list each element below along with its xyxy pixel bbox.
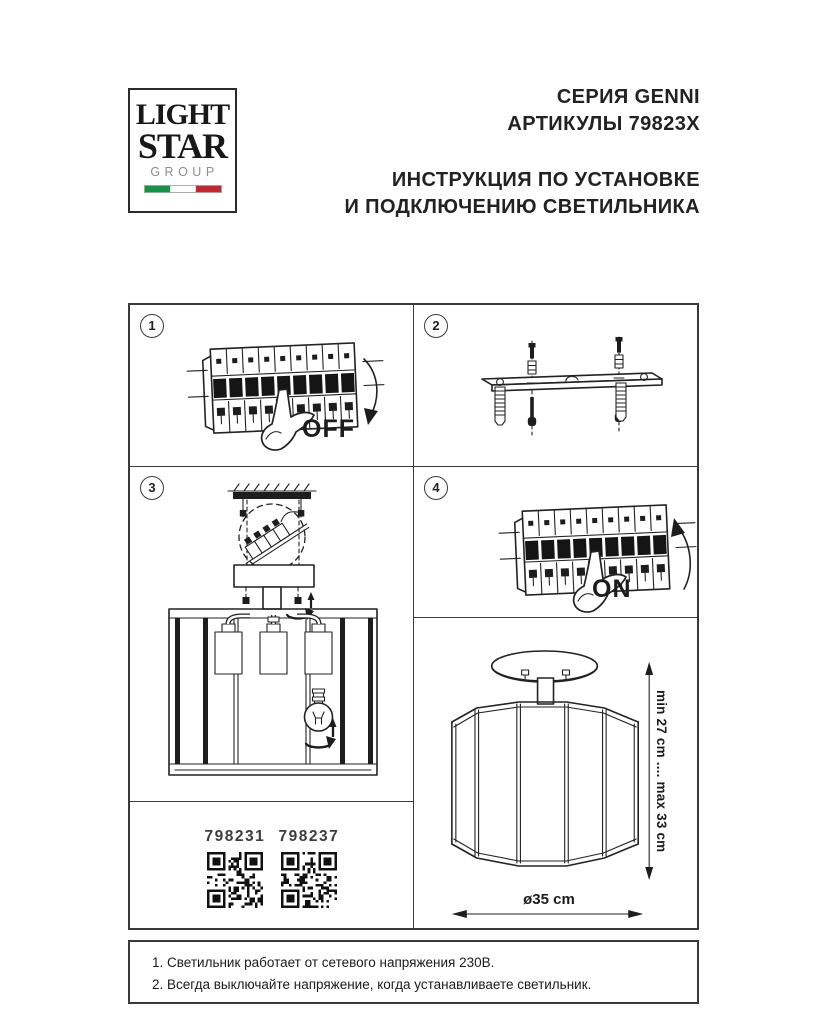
lightstar-logo xyxy=(128,88,237,213)
footer-note-2: 2. Всегда выключайте напряжение, когда устанавливаете светильник. xyxy=(152,976,592,992)
article-qr-panel xyxy=(130,802,414,928)
height-dimension-label: min 27 cm .... max 33 cm xyxy=(654,689,669,853)
article-number-left: 798231 xyxy=(204,828,266,845)
step-4-badge: 4 xyxy=(424,476,448,500)
step-1-badge: 1 xyxy=(140,314,164,338)
diameter-dimension-label: ø35 cm xyxy=(523,891,575,908)
step-2-panel xyxy=(414,305,697,467)
logo-word-group: GROUP xyxy=(150,165,219,179)
step-1-panel xyxy=(130,305,414,467)
logo-word-star: STAR xyxy=(137,126,228,166)
italian-flag-icon xyxy=(144,185,222,193)
article-left-column xyxy=(205,828,265,913)
instruction-title-line1: ИНСТРУКЦИЯ ПО УСТАНОВКЕ xyxy=(391,169,700,191)
article-number-right: 798237 xyxy=(278,828,340,845)
instruction-title-line2: И ПОДКЛЮЧЕНИЮ СВЕТИЛЬНИКА xyxy=(344,196,700,218)
off-label: OFF xyxy=(302,415,355,443)
step-4-panel xyxy=(414,467,697,618)
footer-note-1: 1. Светильник работает от сетевого напряжения 230В. xyxy=(152,955,495,970)
article-right-column xyxy=(279,828,339,913)
qr-code-right xyxy=(281,852,337,908)
logo-word-light: LIGHT xyxy=(135,98,230,131)
step-2-badge: 2 xyxy=(424,314,448,338)
assembly-drawing xyxy=(130,467,414,802)
lamp-dimensions-panel xyxy=(414,618,697,928)
document-title-block xyxy=(344,84,700,221)
mounting-plate-drawing xyxy=(466,335,666,455)
safety-notes-box xyxy=(128,940,699,1004)
steps-grid xyxy=(128,303,699,930)
article-title: АРТИКУЛЫ 79823X xyxy=(507,113,700,135)
on-label: ON xyxy=(592,575,632,603)
breaker-off-drawing xyxy=(186,333,386,458)
step-3-badge: 3 xyxy=(140,476,164,500)
series-title: СЕРИЯ GENNI xyxy=(556,86,700,108)
step-3-panel xyxy=(130,467,414,802)
qr-code-left xyxy=(207,852,263,908)
